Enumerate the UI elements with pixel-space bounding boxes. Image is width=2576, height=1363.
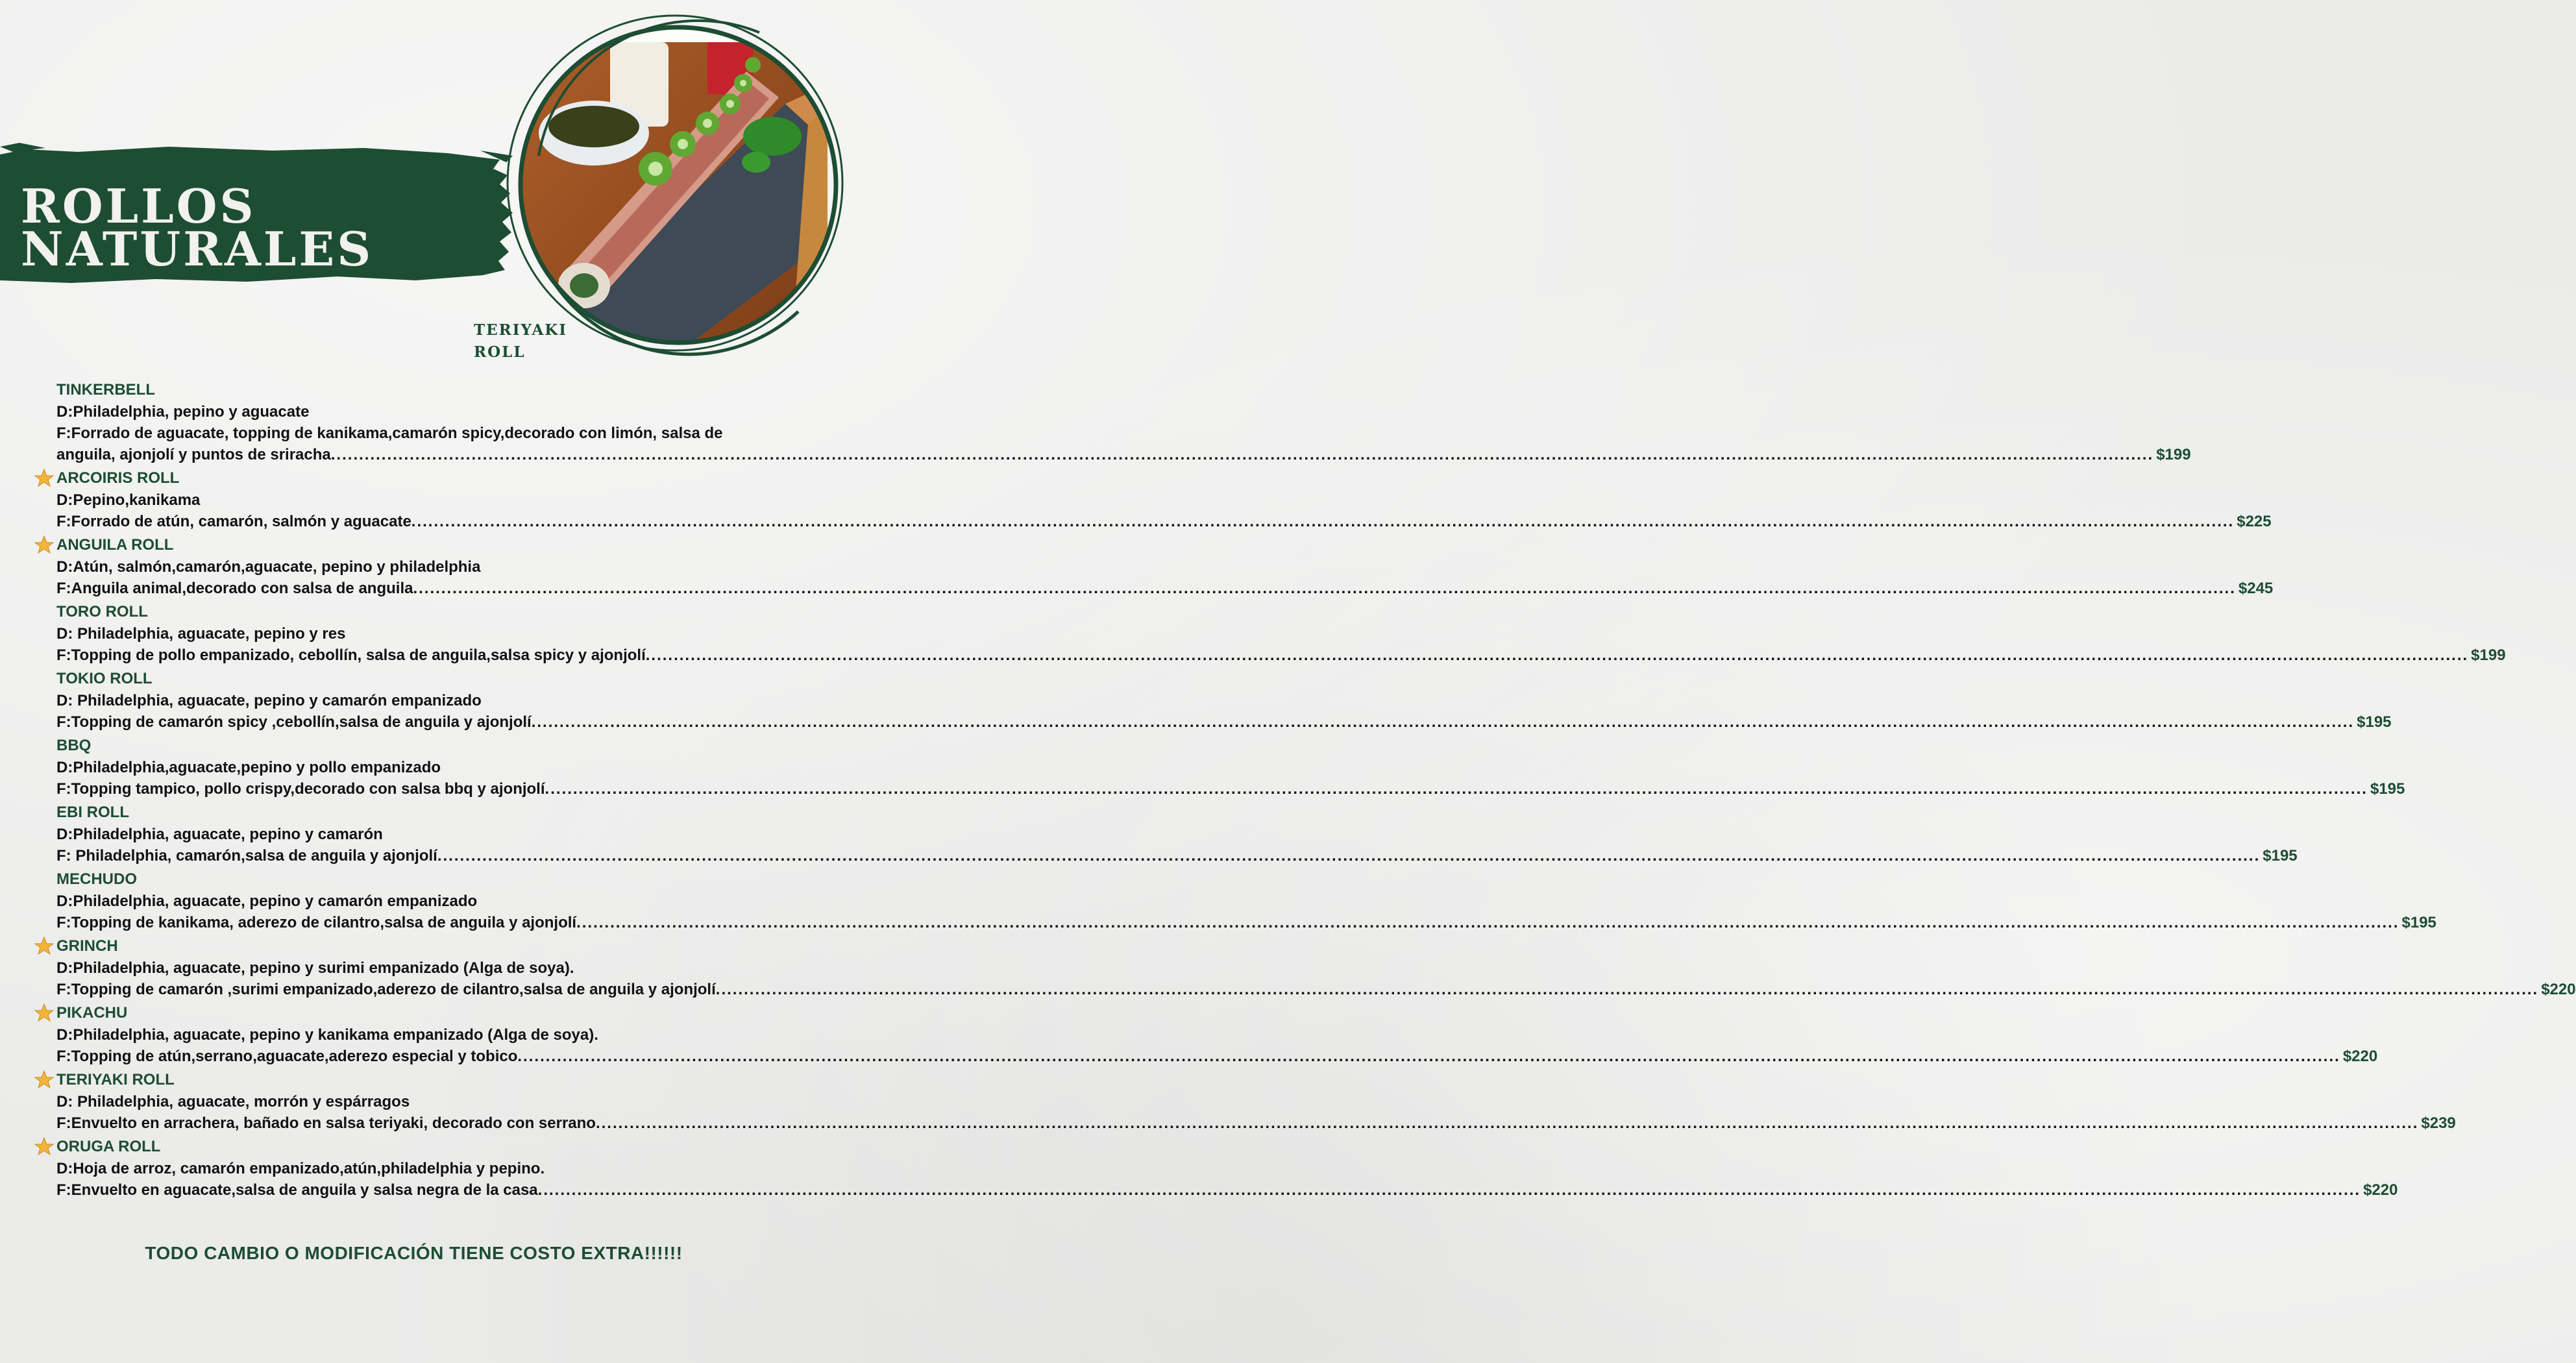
menu-item-price-row bbox=[56, 778, 2405, 800]
menu-item-outside: F:Topping de camarón ,surimi empanizado,aderezo de cilantro,salsa de anguila y ajonjolí bbox=[56, 981, 716, 998]
menu-item-inside: D:Hoja de arroz, camarón empanizado,atún,philadelphia y pepino. bbox=[56, 1160, 545, 1177]
menu-item bbox=[56, 667, 2392, 733]
menu-item-outside: anguila, ajonjolí y puntos de sriracha bbox=[56, 446, 331, 463]
menu-item-price-row bbox=[56, 1046, 2378, 1067]
star-icon bbox=[34, 535, 54, 554]
menu-item-inside: D: Philadelphia, aguacate, pepino y camarón empanizado bbox=[56, 692, 482, 709]
menu-item-inside: D:Philadelphia, aguacate, pepino y kanikama empanizado (Alga de soya). bbox=[56, 1026, 598, 1044]
menu-item-outside: F:Topping de pollo empanizado, cebollín, salsa de anguila,salsa spicy y ajonjolí bbox=[56, 646, 646, 664]
star-icon bbox=[34, 1137, 54, 1156]
menu-item-price: $220 bbox=[2342, 1048, 2378, 1065]
menu-item-price-row bbox=[56, 444, 2191, 465]
dot-leader bbox=[545, 778, 2368, 800]
dot-leader bbox=[413, 578, 2235, 599]
menu-item-inside: D:Philadelphia, aguacate, pepino y camarón empanizado bbox=[56, 892, 478, 910]
menu-item-name: TORO ROLL bbox=[56, 603, 148, 620]
menu-item-price-row bbox=[56, 979, 2576, 1000]
star-icon bbox=[34, 1070, 54, 1089]
menu-item-price: $239 bbox=[2421, 1114, 2456, 1132]
menu-item-outside: F:Envuelto en arrachera, bañado en salsa teriyaki, decorado con serrano bbox=[56, 1114, 596, 1132]
menu-item-outside: F:Topping de atún,serrano,aguacate,aderezo especial y tobico bbox=[56, 1048, 518, 1065]
dot-leader bbox=[646, 645, 2468, 666]
menu-item-inside: D:Philadelphia, aguacate, pepino y camarón bbox=[56, 826, 383, 843]
dot-leader bbox=[538, 1179, 2361, 1201]
menu-item bbox=[56, 467, 2272, 532]
menu-item-price-row bbox=[56, 912, 2436, 933]
menu-item-price: $220 bbox=[2363, 1181, 2398, 1199]
menu-item-price-row bbox=[56, 645, 2506, 666]
menu-item-outside: F:Topping de camarón spicy ,cebollín,salsa de anguila y ajonjolí bbox=[56, 713, 532, 731]
menu-item-outside: F:Envuelto en aguacate,salsa de anguila y salsa negra de la casa bbox=[56, 1181, 538, 1199]
dot-leader bbox=[437, 845, 2260, 866]
menu-item-inside: D:Atún, salmón,camarón,aguacate, pepino y philadelphia bbox=[56, 558, 481, 576]
menu-item bbox=[56, 868, 2436, 933]
menu-item bbox=[56, 1068, 2456, 1134]
teriyaki-roll-photo bbox=[513, 6, 828, 370]
star-icon bbox=[34, 1003, 54, 1022]
menu-item-price: $245 bbox=[2238, 580, 2274, 597]
menu-item bbox=[56, 734, 2405, 800]
menu-item-name: TERIYAKI ROLL bbox=[56, 1071, 175, 1088]
dot-leader bbox=[411, 511, 2234, 532]
dot-leader bbox=[716, 979, 2538, 1000]
menu-item-price-row bbox=[56, 578, 2274, 599]
dot-leader bbox=[517, 1046, 2340, 1067]
menu-item-price: $195 bbox=[2370, 780, 2405, 798]
menu-item-price: $195 bbox=[2263, 847, 2298, 865]
star-icon bbox=[34, 937, 54, 955]
menu-item-inside: D: Philadelphia, aguacate, morrón y espárragos bbox=[56, 1093, 410, 1111]
menu-item bbox=[56, 935, 2576, 1000]
menu-item-name: TOKIO ROLL bbox=[56, 670, 153, 687]
menu-item-inside: D:Philadelphia,aguacate,pepino y pollo empanizado bbox=[56, 759, 441, 776]
menu-item-name: GRINCH bbox=[56, 937, 118, 955]
menu-item bbox=[56, 801, 2298, 866]
extra-cost-notice: TODO CAMBIO O MODIFICACIÓN TIENE COSTO EXTRA!!!!!! bbox=[145, 1243, 683, 1263]
menu-item-price: $225 bbox=[2237, 513, 2272, 530]
menu-item-name: ARCOIRIS ROLL bbox=[56, 469, 180, 487]
menu-item-price-row bbox=[56, 711, 2392, 733]
dot-leader bbox=[596, 1112, 2418, 1134]
menu-item-price: $199 bbox=[2471, 646, 2506, 664]
page-title bbox=[21, 178, 374, 276]
menu-item-outside: F:Forrado de atún, camarón, salmón y aguacate bbox=[56, 513, 411, 530]
menu-item-price: $220 bbox=[2541, 981, 2576, 998]
dot-leader bbox=[576, 912, 2399, 933]
menu-item-name: ORUGA ROLL bbox=[56, 1138, 161, 1155]
menu-item-price-row bbox=[56, 511, 2272, 532]
menu-item-name: ANGUILA ROLL bbox=[56, 536, 174, 554]
caption-line-1: TERIYAKI bbox=[474, 321, 568, 339]
menu-item-outside-first-line: F:Forrado de aguacate, topping de kanikama,camarón spicy,decorado con limón, salsa de bbox=[56, 424, 723, 442]
menu-item-inside: D:Philadelphia, pepino y aguacate bbox=[56, 403, 310, 421]
dot-leader bbox=[532, 711, 2354, 733]
title-line-1: ROLLOS bbox=[21, 178, 256, 234]
menu-item bbox=[56, 1001, 2378, 1067]
menu-item bbox=[56, 1135, 2398, 1201]
menu-item-price-row bbox=[56, 1179, 2398, 1201]
menu-item-inside: D:Pepino,kanikama bbox=[56, 491, 201, 509]
menu-item-outside: F:Topping tampico, pollo crispy,decorado con salsa bbq y ajonjolí bbox=[56, 780, 545, 798]
menu-item-price: $195 bbox=[2401, 914, 2436, 931]
menu-item-price-row bbox=[56, 845, 2298, 866]
title-line-2: NATURALES bbox=[21, 221, 374, 276]
menu-item-outside: F:Anguila animal,decorado con salsa de anguila bbox=[56, 580, 413, 597]
menu-item bbox=[56, 378, 2191, 465]
menu-item bbox=[56, 534, 2274, 599]
star-icon bbox=[34, 469, 54, 487]
menu-item-name: MECHUDO bbox=[56, 870, 137, 888]
menu-item-name: EBI ROLL bbox=[56, 804, 129, 821]
dot-leader bbox=[331, 444, 2153, 465]
menu-item-price: $199 bbox=[2156, 446, 2191, 463]
photo-caption bbox=[474, 319, 567, 363]
menu-list bbox=[56, 378, 2576, 1202]
menu-item-name: PIKACHU bbox=[56, 1004, 128, 1022]
menu-item-outside: F:Topping de kanikama, aderezo de cilantro,salsa de anguila y ajonjolí bbox=[56, 914, 577, 931]
menu-item-inside: D:Philadelphia, aguacate, pepino y surimi empanizado (Alga de soya). bbox=[56, 959, 574, 977]
menu-item-price-row bbox=[56, 1112, 2456, 1134]
menu-item-inside: D: Philadelphia, aguacate, pepino y res bbox=[56, 625, 346, 643]
menu-item-name: BBQ bbox=[56, 737, 92, 754]
menu-item-price: $195 bbox=[2357, 713, 2392, 731]
caption-line-2: ROLL bbox=[474, 343, 526, 361]
menu-item bbox=[56, 600, 2506, 666]
menu-item-outside: F: Philadelphia, camarón,salsa de anguila y ajonjolí bbox=[56, 847, 437, 865]
menu-item-name: TINKERBELL bbox=[56, 381, 155, 399]
